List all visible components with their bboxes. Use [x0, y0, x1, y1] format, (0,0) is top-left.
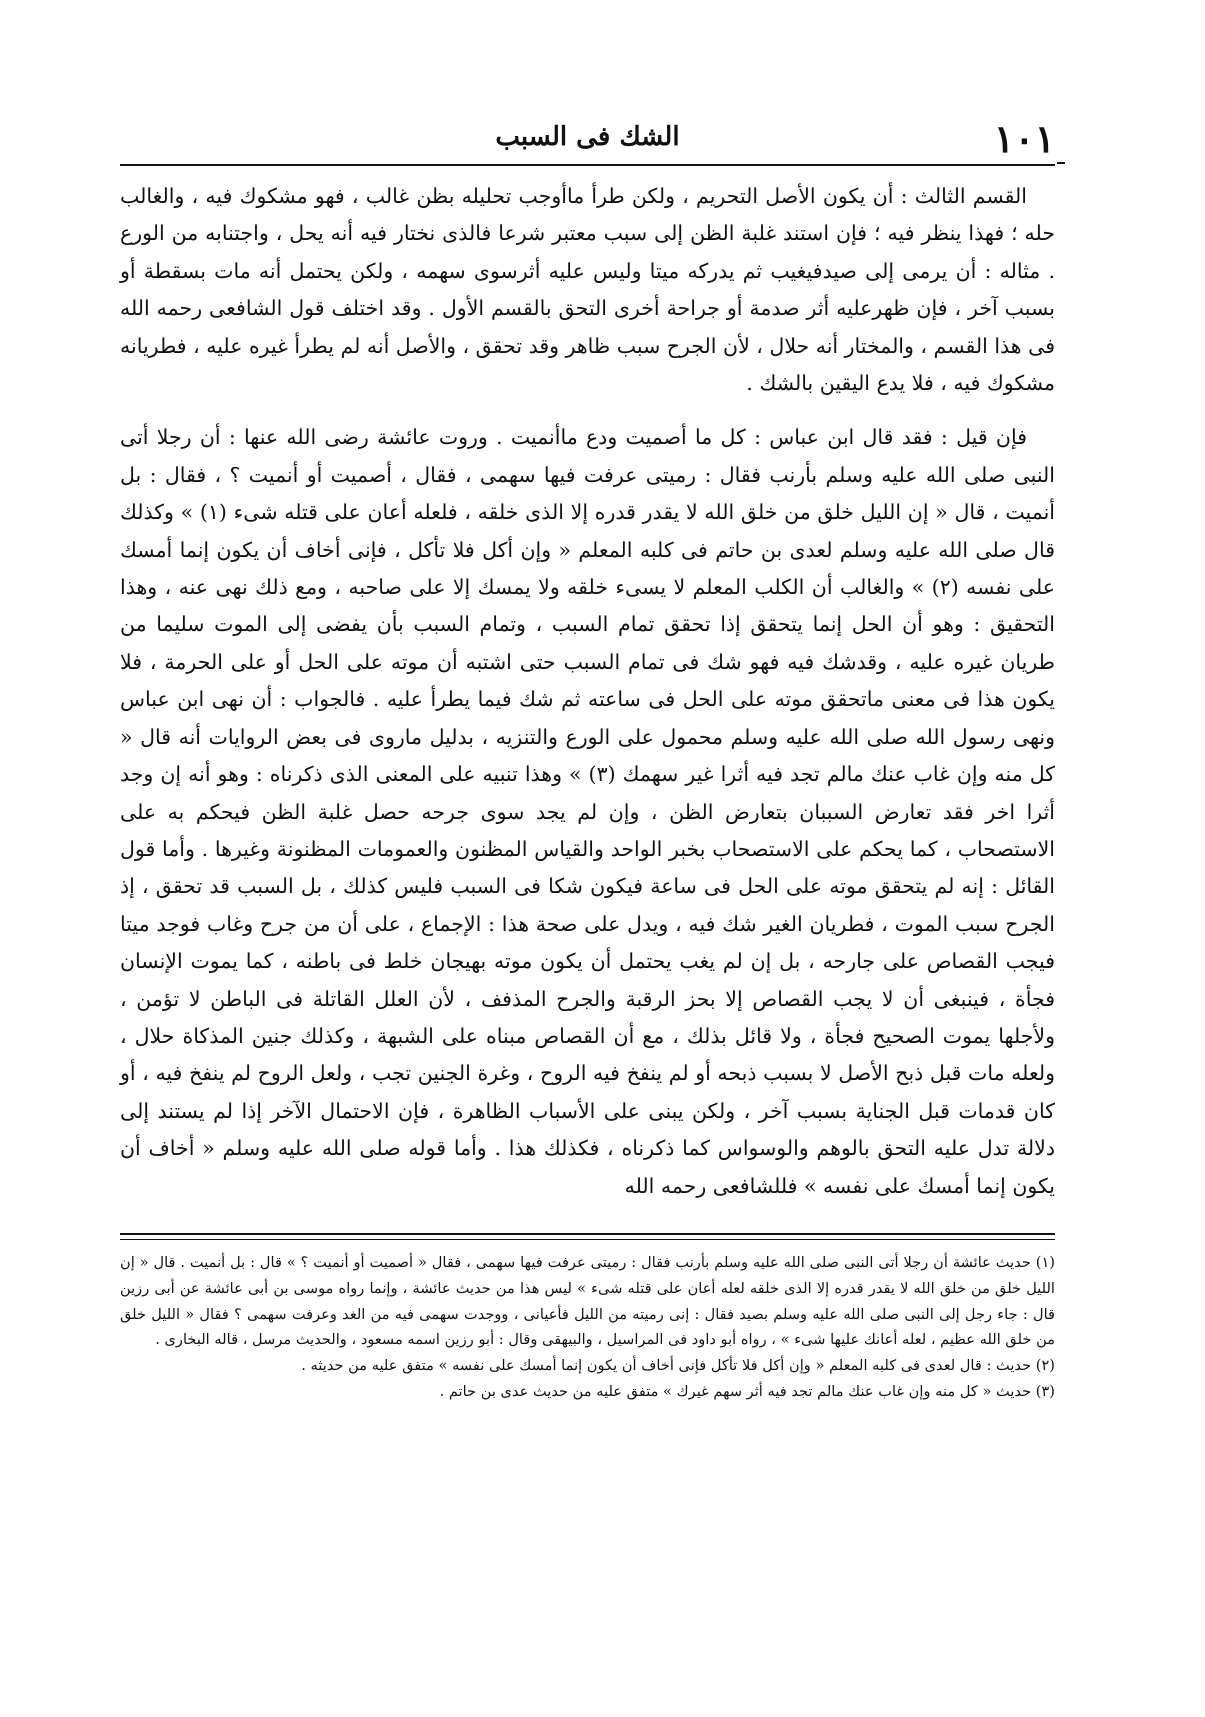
footnote-separator-thick — [120, 1233, 1055, 1235]
header-rule — [120, 164, 1055, 166]
book-page — [120, 108, 1055, 1678]
footnote-3: (٣) حديث « كل منه وإن غاب عنك مالم تجد فيه أثر سهم غيرك » متفق عليه من حديث عدى بن حاتم . — [439, 1382, 1055, 1400]
page-number: ١٠١ — [993, 116, 1055, 161]
footnote-separator-thin — [120, 1239, 1055, 1240]
paragraph-third-category: القسم الثالث : أن يكون الأصل التحريم ، ولكن طرأ ماأوجب تحليله بظن غالب ، فهو مشكوك فيه ، والغالب حله ؛ فهذا ينظر فيه ؛ فإن استند غلبة الظن إلى سبب معتبر شرعا فالذى نختار فيه أنه يحل ، واجتنابه من الورع . مثاله : أن يرمى إلى صيدفيغيب ثم يدركه ميتا وليس عليه أثرسوى سهمه ، ولكن يحتمل أنه مات بسقطة أو بسبب آخر ، فإن ظهرعليه أثر صدمة أو جراحة أخرى التحق بالقسم الأول . وقد اختلف قول الشافعى رحمه الله فى هذا القسم ، والمختار أنه حلال ، لأن الجرح سبب ظاهر وقد تحقق ، والأصل أنه لم يطرأ غيره عليه ، فطريانه مشكوك فيه ، فلا يدع اليقين بالشك . — [120, 184, 1055, 396]
paragraph-objection-and-answer: فإن قيل : فقد قال ابن عباس : كل ما أصميت ودع ماأنميت . وروت عائشة رضى الله عنها : أن رجلا أتى النبى صلى الله عليه وسلم بأرنب فقال : رميتى عرفت فيها سهمى ، فقال ، أصميت أو أنميت ؟ ، فقال : بل أنميت ، قال « إن الليل خلق من خلق الله لا يقدر قدره إلا الذى خلقه ، فلعله أعان على قتله شىء (١) » وكذلك قال صلى الله عليه وسلم لعدى بن حاتم فى كلبه المعلم « وإن أكل فلا تأكل ، فإنى أخاف أن يكون إنما أمسك على نفسه (٢) » والغالب أن الكلب المعلم لا يسىء خلقه ولا يمسك إلا على صاحبه ، ومع ذلك نهى عنه ، وهذا التحقيق : وهو أن الحل إنما يتحقق إذا تحقق تمام السبب ، وتمام السبب بأن يفضى إلى الموت سليما من طريان غيره عليه ، وقدشك فيه فهو شك فى تمام السبب حتى اشتبه أن موته على الحل أو على الحرمة ، فلا يكون هذا فى معنى ماتحقق موته على الحل فى ساعته ثم شك فيما يطرأ عليه . فالجواب : أن نهى ابن عباس ونهى رسول الله صلى الله عليه وسلم محمول على الورع والتنزيه ، بدليل ماروى فى بعض الروايات أنه قال « كل منه وإن غاب عنك مالم تجد فيه أثرا غير سهمك (٣) » وهذا تنبيه على المعنى الذى ذكرناه : وهو أنه إن وجد أثرا اخر فقد تعارض السببان بتعارض الظن ، وإن لم يجد سوى جرحه حصل غلبة الظن فيحكم به على الاستصحاب ، كما يحكم على الاستصحاب بخبر الواحد والقياس المظنون والعمومات المظنونة وغيرها . وأما قول القائل : إنه لم يتحقق موته على الحل فى ساعة فيكون شكا فى السبب فليس كذلك ، بل السبب قد تحقق ، إذ الجرح سبب الموت ، فطريان الغير شك فيه ، ويدل على صحة هذا : الإجماع ، على أن من جرح وغاب فوجد ميتا فيجب القصاص على جارحه ، بل إن لم يغب يحتمل أن يكون موته بهيجان خلط فى باطنه ، كما يموت الإنسان فجأة ، فينبغى أن لا يجب القصاص إلا بحز الرقبة والجرح المذفف ، لأن العلل القاتلة فى الباطن لا تؤمن ، ولأجلها يموت الصحيح فجأة ، ولا قائل بذلك ، مع أن القصاص مبناه على الشبهة ، وكذلك جنين المذكاة حلال ، ولعله مات قبل ذبح الأصل لا بسبب ذبحه أو لم ينفخ فيه الروح ، وغرة الجنين تجب ، ولعل الروح لم ينفخ فيه ، أو كان قدمات قبل الجناية بسبب آخر ، ولكن يبنى على الأسباب الظاهرة ، فإن الاحتمال الآخر إذا لم يستند إلى دلالة تدل عليه التحق بالوهم والوسواس كما ذكرناه ، فكذلك هذا . وأما قوله صلى الله عليه وسلم « أخاف أن يكون إنما أمسك على نفسه » فللشافعى رحمه الله — [120, 425, 1055, 1198]
footnote-1: (١) حديث عائشة أن رجلا أتى النبى صلى الله عليه وسلم بأرنب فقال : رميتى عرفت فيها سهمى ، فقال « أصميت أو أنميت ؟ » قال : بل أنميت . قال « إن الليل خلق من خلق الله لا يقدر قدره إلا الذى خلقه لعله أعان على قتله شىء » ليس هذا من حديث عائشة ، وإنما رواه موسى بن أبى عائشة عن أبى رزين قال : جاء رجل إلى النبى صلى الله عليه وسلم بصيد فقال : إنى رميته من الليل فأعيانى ، ووجدت سهمى فيه من الغد وعرفت سهمى ؟ فقال « الليل خلق من خلق الله عظيم ، لعله أعانك عليها شىء » ، رواه أبو داود فى المراسيل ، والبيهقى وقال : أبو رزين اسمه مسعود ، والحديث مرسل ، قاله البخارى . — [120, 1253, 1055, 1349]
running-title: الشك فى السبب — [495, 122, 680, 152]
footnote-2: (٢) حديث : قال لعدى فى كلبه المعلم « وإن أكل فلا تأكل فإنى أخاف أن يكون إنما أمسك على نفسه » متفق عليه من حديثه . — [301, 1357, 1055, 1375]
main-text — [120, 178, 1055, 1205]
footnotes — [120, 1250, 1055, 1405]
page-header — [120, 108, 1055, 166]
